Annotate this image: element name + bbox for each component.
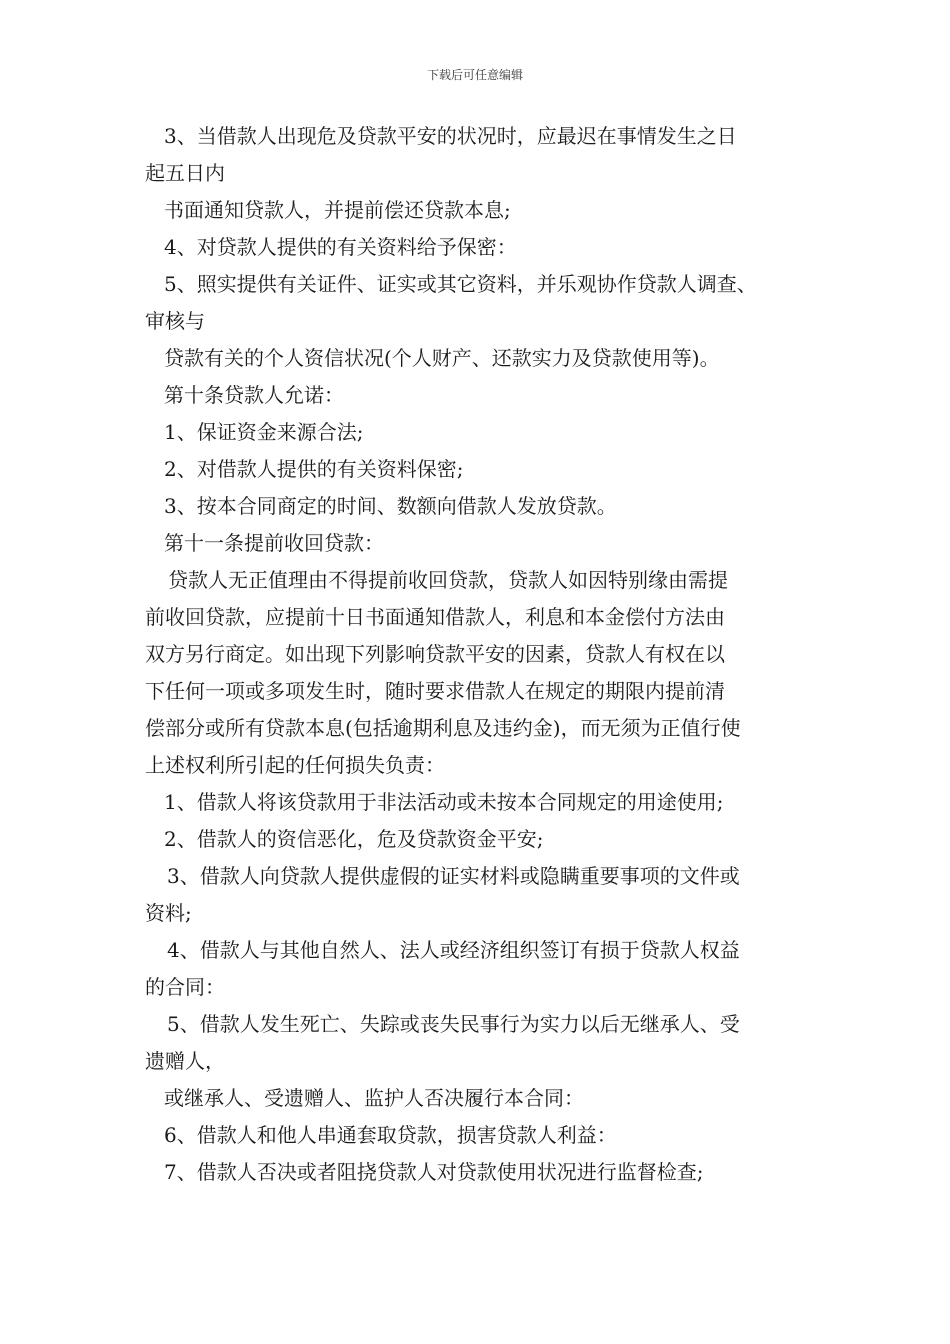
paragraph-line: 3、当借款人出现危及贷款平安的状况时，应最迟在事情发生之日 — [164, 124, 737, 148]
paragraph-line: 或继承人、受遗赠人、监护人否决履行本合同： — [164, 1086, 584, 1110]
paragraph-line: 贷款有关的个人资信状况(个人财产、还款实力及贷款使用等)。 — [164, 346, 720, 370]
paragraph-line: 2、对借款人提供的有关资料保密; — [164, 457, 464, 481]
paragraph-line: 前收回贷款，应提前十日书面通知借款人，利息和本金偿付方法由 — [145, 605, 725, 629]
paragraph-line: 起五日内 — [145, 161, 225, 185]
paragraph-line: 1、保证资金来源合法; — [164, 420, 364, 444]
paragraph-line: 偿部分或所有贷款本息(包括逾期利息及违约金)，而无须为正值行使 — [145, 716, 741, 740]
paragraph-line: 7、借款人否决或者阻挠贷款人对贷款使用状况进行监督检查; — [164, 1160, 704, 1184]
paragraph-line: 5、借款人发生死亡、失踪或丧失民事行为实力以后无继承人、受 — [167, 1012, 740, 1036]
paragraph-line: 资料; — [145, 901, 192, 925]
paragraph-line: 3、按本合同商定的时间、数额向借款人发放贷款。 — [164, 494, 617, 518]
paragraph-line: 贷款人无正值理由不得提前收回贷款，贷款人如因特别缘由需提 — [168, 568, 728, 592]
paragraph-line: 下任何一项或多项发生时，随时要求借款人在规定的期限内提前清 — [145, 679, 725, 703]
paragraph-line: 3、借款人向贷款人提供虚假的证实材料或隐瞒重要事项的文件或 — [167, 864, 740, 888]
paragraph-line: 5、照实提供有关证件、证实或其它资料，并乐观协作贷款人调查、 — [164, 272, 757, 296]
paragraph-line: 2、借款人的资信恶化，危及贷款资金平安; — [164, 827, 544, 851]
article-heading: 第十一条提前收回贷款： — [164, 531, 384, 555]
paragraph-line: 书面通知贷款人，并提前偿还贷款本息; — [164, 198, 511, 222]
article-heading: 第十条贷款人允诺： — [164, 383, 344, 407]
paragraph-line: 1、借款人将该贷款用于非法活动或未按本合同规定的用途使用; — [164, 790, 724, 814]
paragraph-line: 4、借款人与其他自然人、法人或经济组织签订有损于贷款人权益 — [167, 938, 740, 962]
paragraph-line: 遗赠人， — [145, 1049, 225, 1073]
paragraph-line: 审核与 — [145, 309, 205, 333]
paragraph-line: 6、借款人和他人串通套取贷款，损害贷款人利益： — [164, 1123, 617, 1147]
paragraph-line: 上述权利所引起的任何损失负责： — [145, 753, 445, 777]
page-header: 下载后可任意编辑 — [426, 68, 523, 82]
paragraph-line: 的合同： — [145, 975, 225, 999]
document-body — [145, 118, 815, 1191]
paragraph-line: 双方另行商定。如出现下列影响贷款平安的因素，贷款人有权在以 — [145, 642, 725, 666]
paragraph-line: 4、对贷款人提供的有关资料给予保密： — [164, 235, 517, 259]
